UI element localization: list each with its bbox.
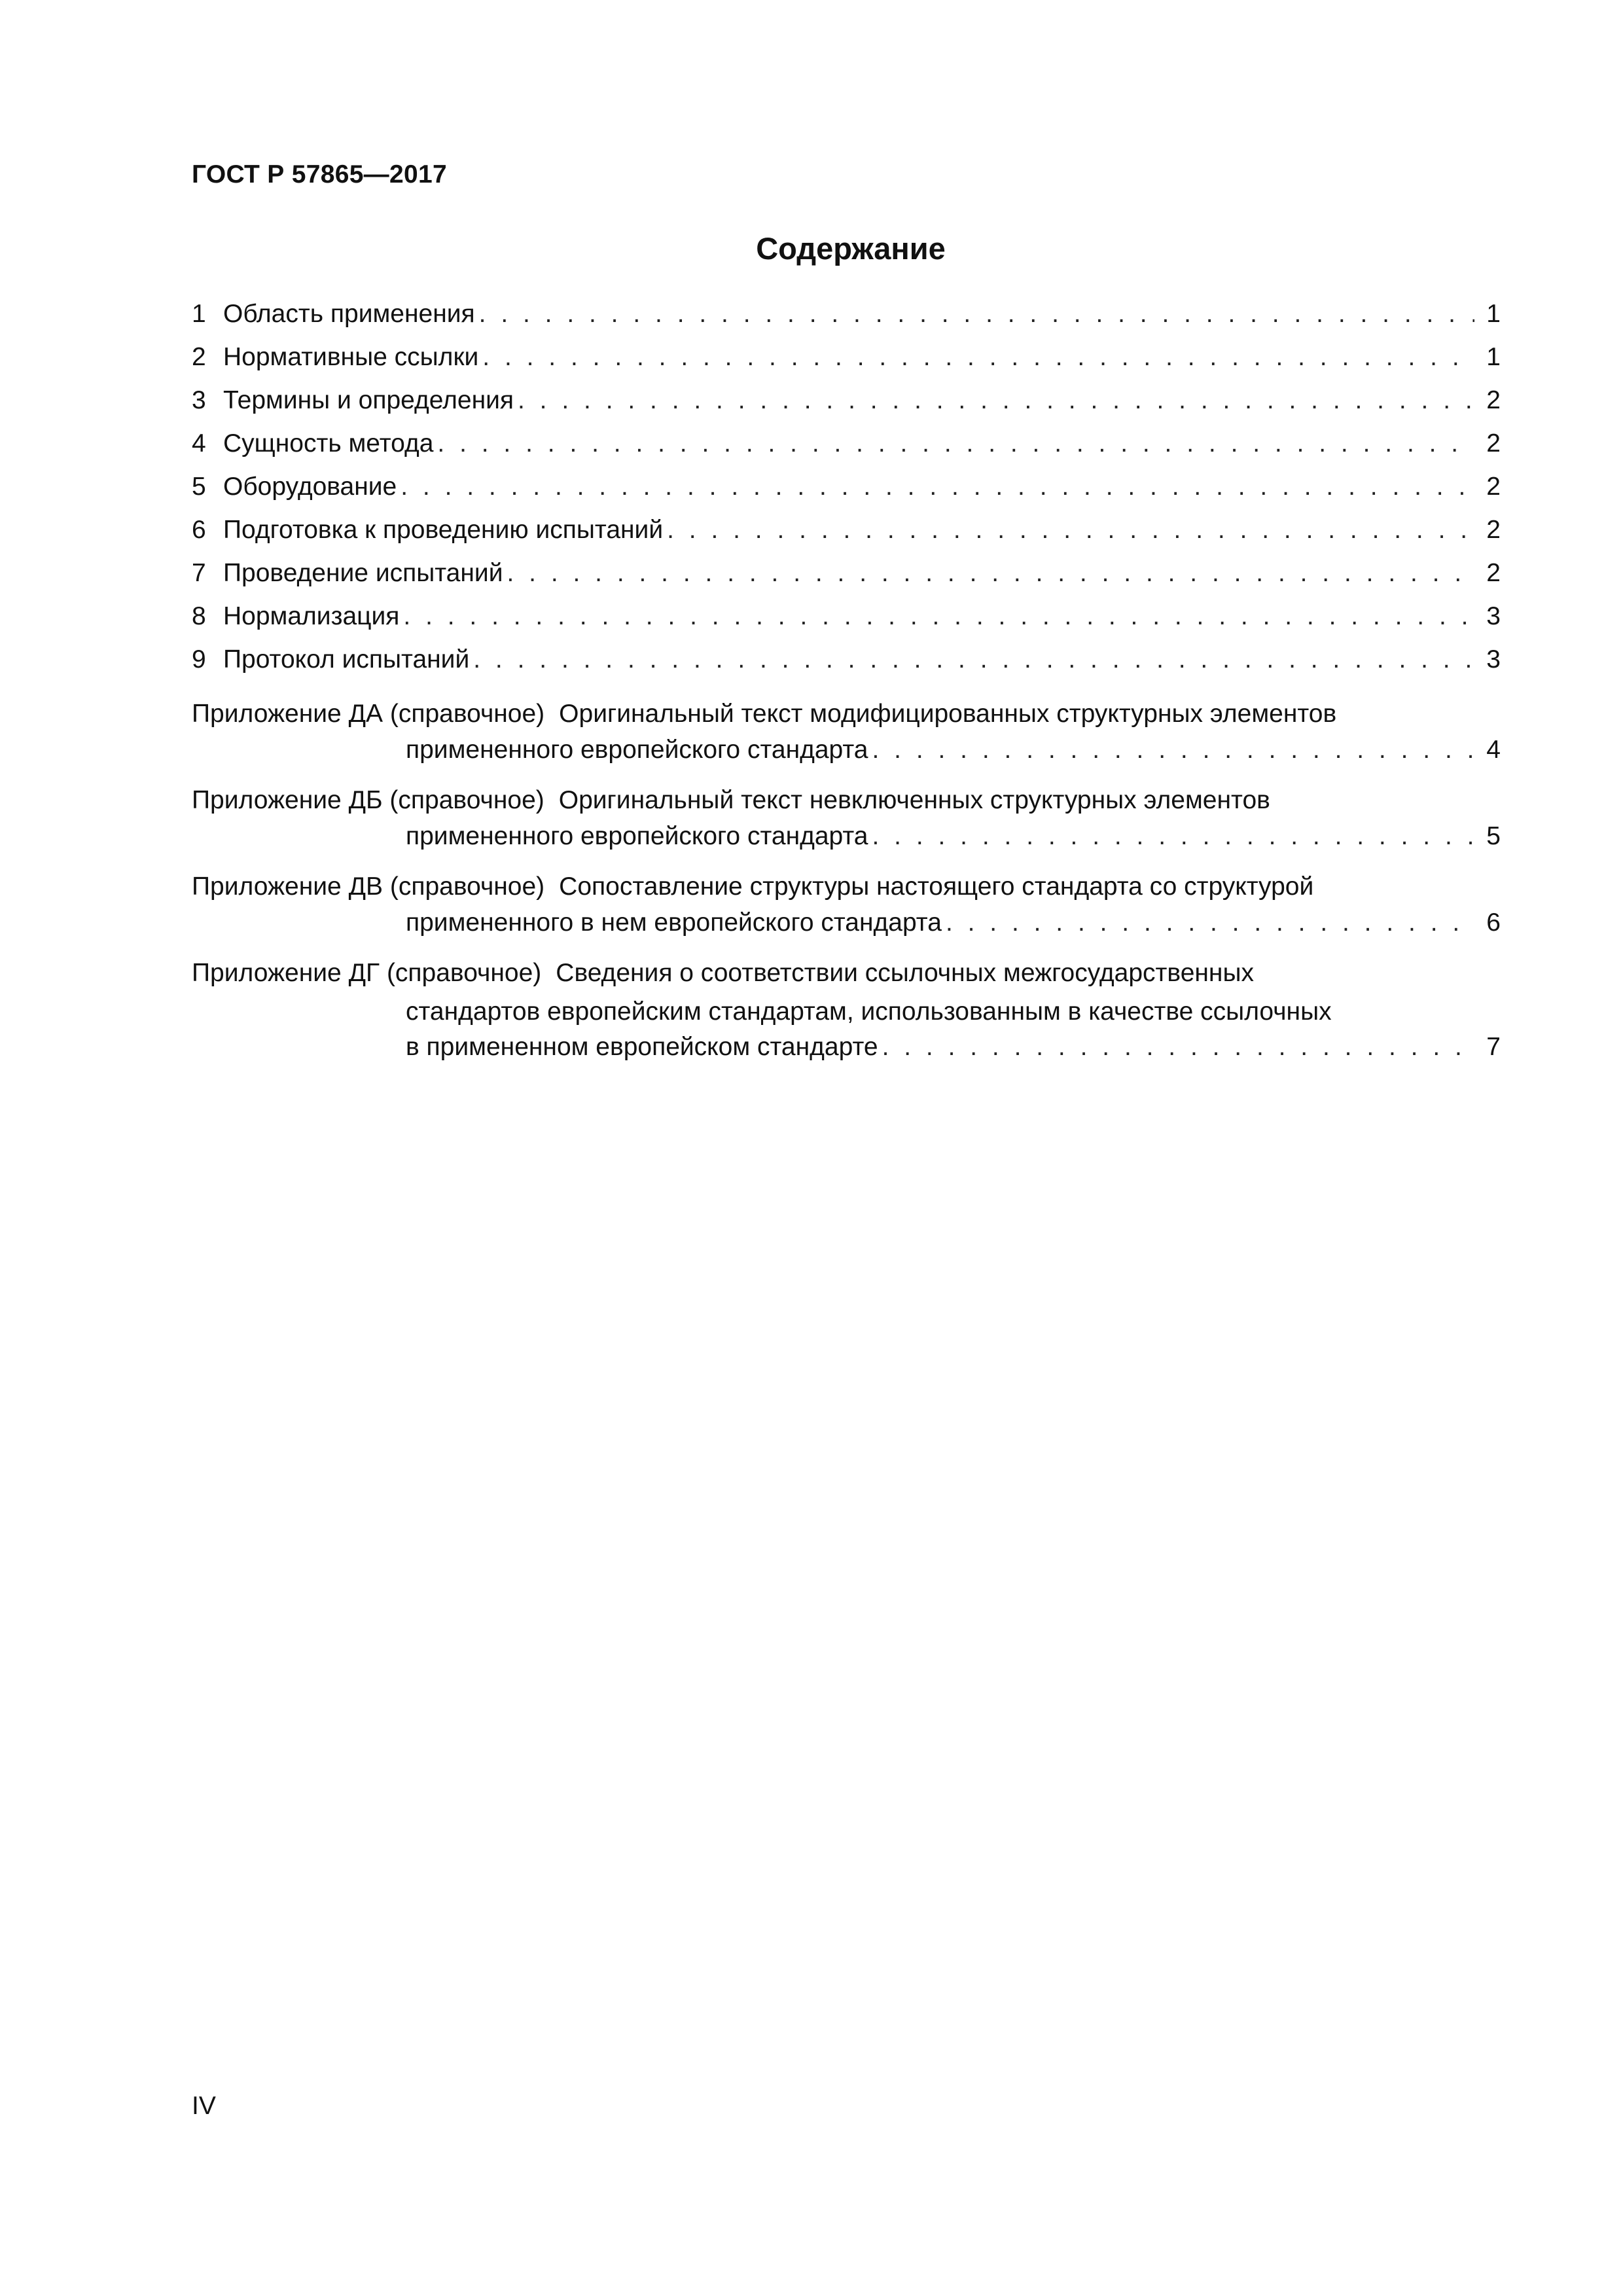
toc-entry-page: 2	[1486, 429, 1501, 457]
toc-entry-page: 2	[1486, 473, 1501, 501]
dot-leader	[473, 643, 1474, 676]
annex-title-continuation: примененного в нем европейского стандарта	[406, 908, 942, 937]
toc-entry-title: Нормализация	[223, 602, 400, 630]
dot-leader	[882, 1031, 1474, 1064]
toc-entry-page: 2	[1486, 386, 1501, 414]
toc-entry-page: 5	[1486, 822, 1501, 850]
document-code: ГОСТ Р 57865—2017	[192, 160, 447, 188]
annex-title-continuation: в примененном европейском стандарте	[406, 1033, 878, 1061]
toc-entry[interactable]	[192, 557, 1501, 600]
toc-annex-entry[interactable]	[192, 867, 1501, 946]
annex-label: Приложение ДА (справочное)	[192, 700, 545, 728]
toc-entry-number: 1	[192, 300, 206, 328]
page-folio: IV	[192, 2092, 216, 2120]
toc-entry[interactable]	[192, 600, 1501, 643]
toc-entry-page: 1	[1486, 300, 1501, 328]
toc-entry[interactable]	[192, 514, 1501, 557]
annex-title-continuation: стандартов европейским стандартам, использованным в качестве ссылочных	[406, 997, 1332, 1026]
annex-title: Оригинальный текст модифицированных структурных элементов	[559, 700, 1337, 728]
annex-title: Сведения о соответствии ссылочных межгосударственных	[556, 959, 1254, 987]
dot-leader	[401, 471, 1474, 503]
toc-entry-number: 2	[192, 343, 206, 371]
toc-entry-page: 3	[1486, 602, 1501, 630]
annex-label: Приложение ДБ (справочное)	[192, 786, 544, 814]
toc-entry[interactable]	[192, 643, 1501, 687]
toc-entry-title: Нормативные ссылки	[223, 343, 479, 371]
annex-title-continuation: примененного европейского стандарта	[406, 736, 868, 764]
table-of-contents	[192, 298, 1501, 1070]
dot-leader	[479, 298, 1474, 331]
annex-title-continuation: примененного европейского стандарта	[406, 822, 868, 850]
toc-annex-entry[interactable]	[192, 694, 1501, 773]
annex-title: Сопоставление структуры настоящего стандарта со структурой	[559, 872, 1314, 901]
toc-entry[interactable]	[192, 427, 1501, 471]
dot-leader	[872, 734, 1475, 766]
toc-entry[interactable]	[192, 298, 1501, 341]
dot-leader	[872, 820, 1475, 853]
toc-entry-page: 2	[1486, 516, 1501, 544]
toc-entry-title: Область применения	[223, 300, 475, 328]
toc-entry[interactable]	[192, 384, 1501, 427]
toc-entry-title: Оборудование	[223, 473, 397, 501]
dot-leader	[507, 557, 1474, 590]
toc-entry-title: Подготовка к проведению испытаний	[223, 516, 664, 544]
dot-leader	[518, 384, 1474, 417]
toc-entry-title: Проведение испытаний	[223, 559, 503, 587]
dot-leader	[667, 514, 1474, 547]
toc-annex-entry[interactable]	[192, 781, 1501, 859]
dot-leader	[482, 341, 1474, 374]
dot-leader	[403, 600, 1474, 633]
toc-entry-title: Сущность метода	[223, 429, 434, 457]
toc-entry-number: 6	[192, 516, 206, 544]
toc-entry-number: 4	[192, 429, 206, 457]
toc-entry-number: 7	[192, 559, 206, 587]
toc-entry[interactable]	[192, 471, 1501, 514]
toc-entry-page: 7	[1486, 1033, 1501, 1061]
annex-title: Оригинальный текст невключенных структурных элементов	[558, 786, 1270, 814]
toc-entry-title: Протокол испытаний	[223, 645, 470, 673]
toc-annex-entry[interactable]	[192, 954, 1501, 1070]
annex-label: Приложение ДГ (справочное)	[192, 959, 542, 987]
toc-entry-page: 3	[1486, 645, 1501, 673]
toc-entry-number: 8	[192, 602, 206, 630]
dot-leader	[437, 427, 1474, 460]
toc-entry-number: 5	[192, 473, 206, 501]
toc-entry-page: 2	[1486, 559, 1501, 587]
toc-entry-number: 3	[192, 386, 206, 414]
dot-leader	[946, 906, 1474, 939]
toc-title: Содержание	[756, 231, 946, 266]
annex-label: Приложение ДВ (справочное)	[192, 872, 545, 901]
toc-entry-page: 4	[1486, 736, 1501, 764]
toc-entry-page: 1	[1486, 343, 1501, 371]
toc-entry-number: 9	[192, 645, 206, 673]
toc-entry-title: Термины и определения	[223, 386, 514, 414]
toc-entry-page: 6	[1486, 908, 1501, 937]
toc-entry[interactable]	[192, 341, 1501, 384]
